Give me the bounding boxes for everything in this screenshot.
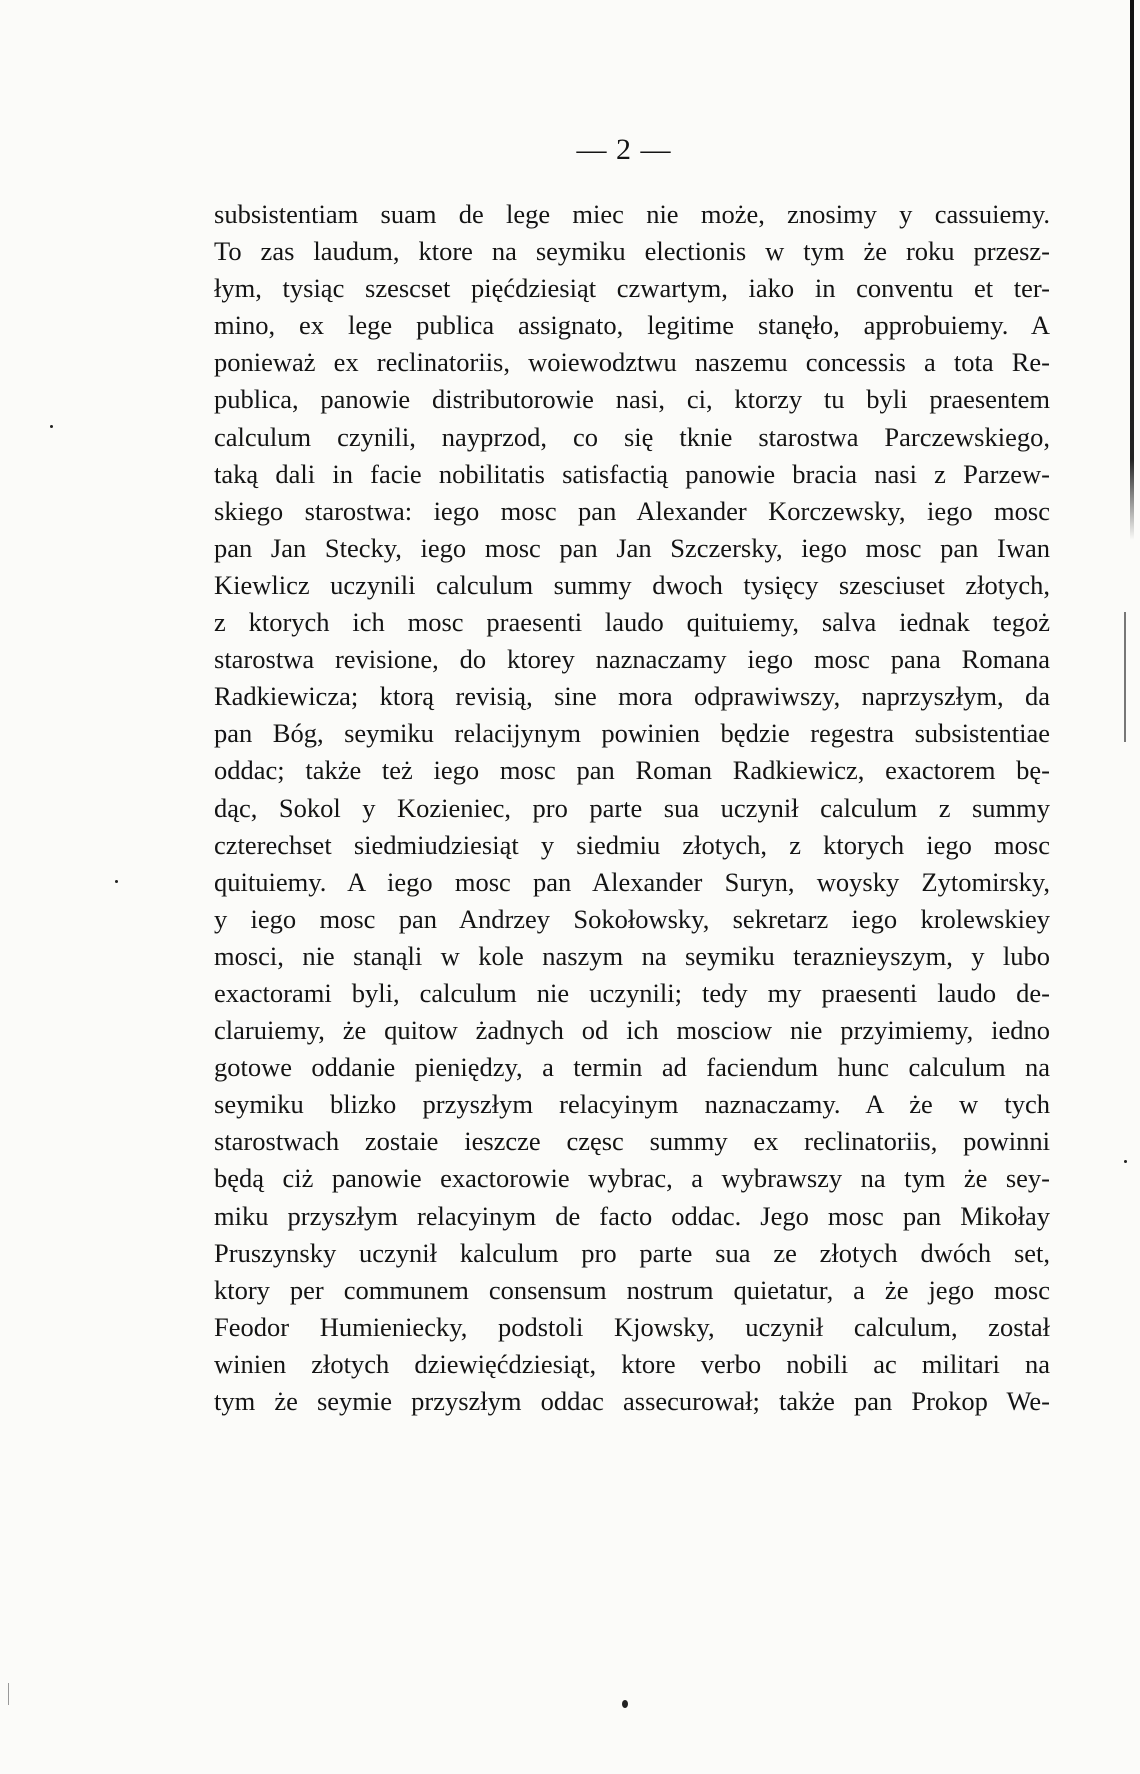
text-line: skiego starostwa: iego mosc pan Alexander Korczewsky, iego mosc (214, 495, 1050, 526)
text-line: Radkiewicza; ktorą revisią, sine mora odprawiwszy, naprzyszłym, da (214, 681, 1050, 712)
text-line: oddac; także też iego mosc pan Roman Radkiewicz, exactorem bę- (214, 755, 1050, 786)
text-line: publica, panowie distributorowie nasi, ci, ktorzy tu byli praesentem (214, 384, 1050, 415)
text-line: mino, ex lege publica assignato, legitime stanęło, approbuiemy. A (214, 310, 1050, 341)
text-line: Kiewlicz uczynili calculum summy dwoch tysięcy szesciuset złotych, (214, 569, 1050, 600)
page-binding-mark (1124, 612, 1126, 742)
ink-speck (622, 1700, 628, 1708)
text-line: pan Jan Stecky, iego mosc pan Jan Szczersky, iego mosc pan Iwan (214, 532, 1050, 563)
text-line: starostwach zostaie ieszcze częsc summy ex reclinatoriis, powinni (214, 1126, 1050, 1157)
text-line: ponieważ ex reclinatoriis, woiewodztwu naszemu concessis a tota Re- (214, 347, 1050, 378)
text-line: gotowe oddanie pieniędzy, a termin ad faciendum hunc calculum na (214, 1052, 1050, 1083)
text-line: miku przyszłym relacyinym de facto oddac. Jego mosc pan Mikołay (214, 1200, 1050, 1231)
text-line: winien złotych dziewięćdziesiąt, ktore verbo nobili ac militari na (214, 1348, 1050, 1379)
text-line: Pruszynsky uczynił kalculum pro parte sua ze złotych dwóch set, (214, 1237, 1050, 1268)
text-line: czterechset siedmiudziesiąt y siedmiu złotych, z ktorych iego mosc (214, 829, 1050, 860)
ink-speck (1124, 1160, 1127, 1163)
text-line: calculum czynili, nayprzod, co się tknie starostwa Parczewskiego, (214, 421, 1050, 452)
text-line: pan Bóg, seymiku relacijynym powinien będzie regestra subsistentiae (214, 718, 1050, 749)
text-line: starostwa revisione, do ktorey naznaczamy iego mosc pana Romana (214, 644, 1050, 675)
text-line: ktory per communem consensum nostrum quietatur, a że jego mosc (214, 1274, 1050, 1305)
text-line: z ktorych ich mosc praesenti laudo quituiemy, salva iednak tegoż (214, 607, 1050, 638)
text-line: mosci, nie stanąli w kole naszym na seymiku teraznieyszym, y lubo (214, 940, 1050, 971)
text-line: łym, tysiąc szescset pięćdziesiąt czwartym, iako in conventu et ter- (214, 273, 1050, 304)
text-line: exactorami byli, calculum nie uczynili; tedy my praesenti laudo de- (214, 977, 1050, 1008)
text-line: quituiemy. A iego mosc pan Alexander Suryn, woysky Zytomirsky, (214, 866, 1050, 897)
text-line: dąc, Sokol y Kozieniec, pro parte sua uczynił calculum z summy (214, 792, 1050, 823)
scan-edge-mark (8, 1683, 9, 1705)
text-line: tym że seymie przyszłym oddac assecurował; także pan Prokop We- (214, 1386, 1050, 1416)
text-line: taką dali in facie nobilitatis satisfactią panowie bracia nasi z Parzew- (214, 458, 1050, 489)
text-line: claruiemy, że quitow żadnych od ich mosciow nie przyimiemy, iedno (214, 1015, 1050, 1046)
body-text (214, 196, 1050, 1420)
ink-speck (115, 880, 118, 883)
text-line: subsistentiam suam de lege miec nie może, znosimy y cassuiemy. (214, 199, 1050, 229)
text-line: To zas laudum, ktore na seymiku electionis w tym że roku przesz- (214, 236, 1050, 267)
text-line: Feodor Humieniecky, podstoli Kjowsky, uczynił calculum, został (214, 1311, 1050, 1342)
page-number: — 2 — (576, 133, 672, 166)
text-line: będą ciż panowie exactorowie wybrac, a wybrawszy na tym że sey- (214, 1163, 1050, 1194)
text-line: y iego mosc pan Andrzey Sokołowsky, sekretarz iego krolewskiey (214, 903, 1050, 934)
page-binding-edge (1130, 0, 1134, 540)
text-line: seymiku blizko przyszłym relacyinym naznaczamy. A że w tych (214, 1089, 1050, 1120)
ink-speck (50, 425, 53, 428)
